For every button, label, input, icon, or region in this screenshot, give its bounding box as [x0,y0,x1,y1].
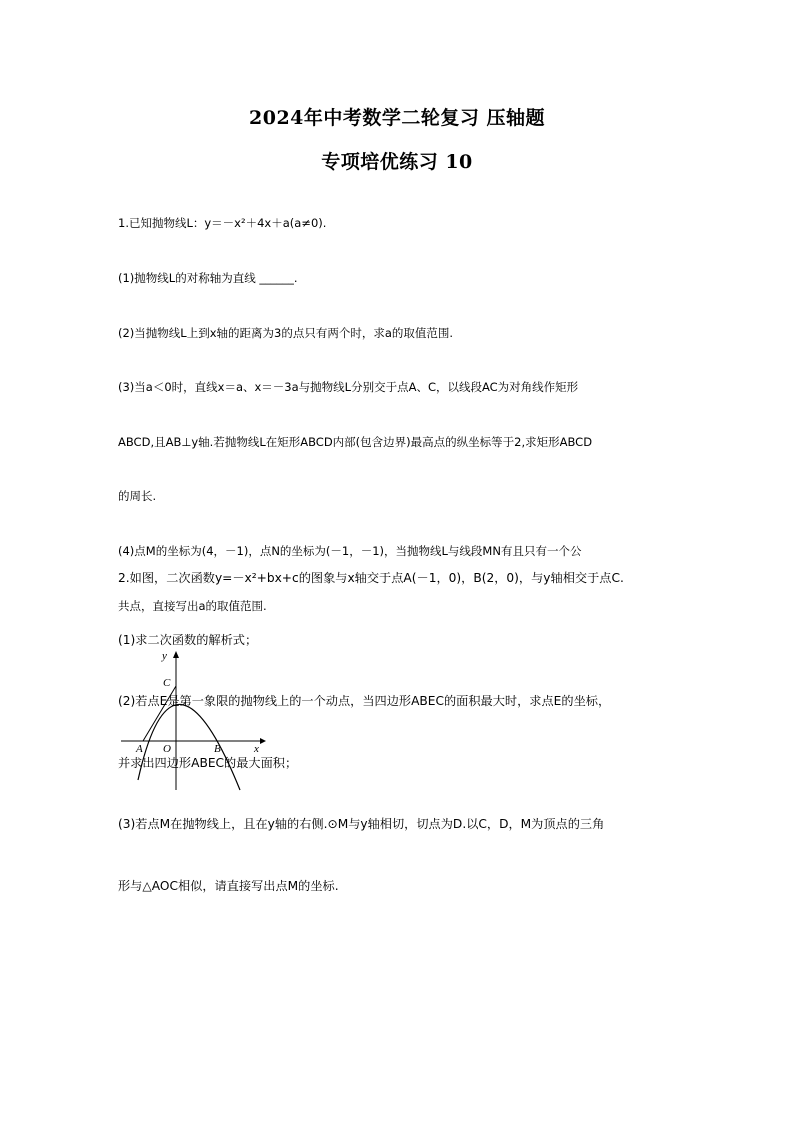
parabola-curve [138,704,240,790]
label-y: y [162,650,167,662]
parabola-figure [118,648,268,793]
x-axis-arrow [260,738,266,744]
question-2-part-3-line-2: 形与△AOC相似，请直接写出点M的坐标. [118,878,339,893]
question-2-part-1: (1)求二次函数的解析式； [118,632,258,647]
label-c: C [163,677,171,689]
y-axis-arrow [173,651,179,658]
question-1-part-3-line-2: ABCD,且AB⊥y轴.若抛物线L在矩形ABCD内部(包含边界)最高点的纵坐标等于2,求矩形ABCD [118,434,593,449]
question-2-stem: 2.如图，二次函数y=－x²+bx+c的图象与x轴交于点A(－1，0)，B(2，0)，与y轴相交于点C. [118,571,624,585]
question-1-part-3-line-3: 的周长. [118,489,157,504]
page-title: 2024年中考数学二轮复习 压轴题 [249,107,545,129]
question-1-part-1: (1)抛物线L的对称轴为直线 ______. [118,271,298,286]
question-1-part-4-line-1: (4)点M的坐标为(4，－1)，点N的坐标为(－1，－1)，当抛物线L与线段MN有且只有一个公 [118,544,582,559]
question-1-part-4-line-2: 共点，直接写出a的取值范围. [118,598,267,613]
question-1-stem: 1.已知抛物线L：y＝－x²＋4x＋a(a≠0). [118,216,327,231]
question-2-part-2-line-2: 并求出四边形ABEC的最大面积； [118,755,298,770]
label-b: B [214,743,221,755]
page-subtitle: 专项培优练习 10 [321,151,473,173]
question-1-part-3-line-1: (3)当a＜0时，直线x＝a、x＝－3a与抛物线L分别交于点A、C，以线段AC为对角线作矩形 [118,380,579,395]
label-a: A [136,743,143,755]
segment-ac [143,686,176,741]
question-2-part-3-line-1: (3)若点M在抛物线上，且在y轴的右侧.⊙M与y轴相切，切点为D.以C，D，M为顶点的三角 [118,817,605,831]
question-2-part-2-line-1: (2)若点E是第一象限的抛物线上的一个动点，当四边形ABEC的面积最大时，求点E的坐标， [118,694,611,708]
label-o: O [163,743,171,755]
question-1-part-2: (2)当抛物线L上到x轴的距离为3的点只有两个时，求a的取值范围. [118,325,454,340]
label-x: x [254,743,259,755]
